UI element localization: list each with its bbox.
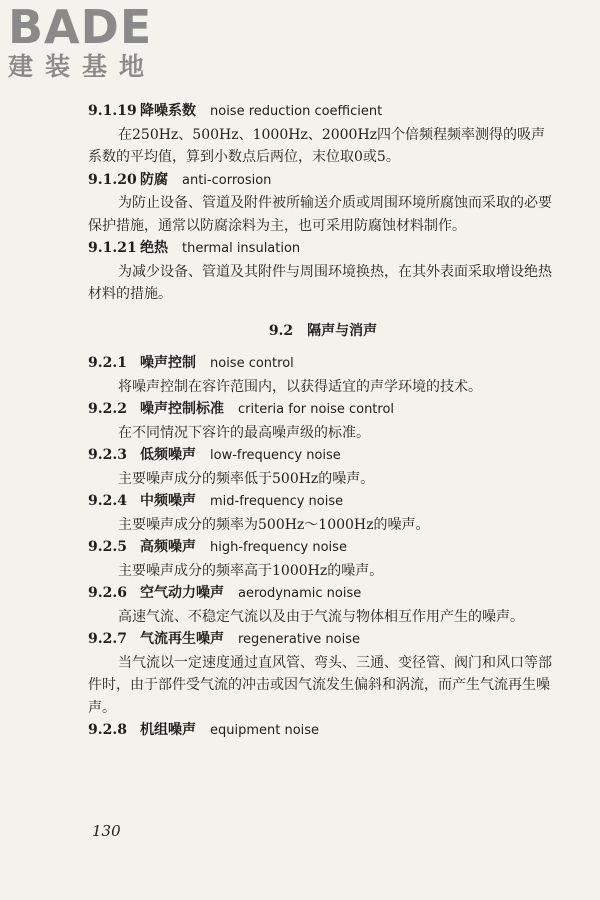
term-definition: 将噪声控制在容许范围内，以获得适宜的声学环境的技术。 — [118, 378, 482, 395]
page-content — [88, 100, 558, 743]
term-number: 9.2.4 — [88, 493, 127, 509]
term-english: regenerative noise — [238, 632, 360, 647]
section-title: 隔声与消声 — [307, 322, 378, 339]
term-english: noise control — [210, 356, 294, 371]
term-english: criteria for noise control — [238, 402, 395, 417]
term-number: 9.1.20 — [88, 171, 137, 188]
term-heading — [88, 237, 558, 261]
term-english: high-frequency noise — [210, 540, 347, 555]
term-number: 9.1.21 — [88, 240, 137, 256]
brand-logo — [8, 0, 178, 86]
term-definition: 主要噪声成分的频率为500Hz～1000Hz的噪声。 — [118, 516, 430, 533]
term-english: low-frequency noise — [210, 448, 341, 463]
section-number: 9.2 — [268, 322, 294, 339]
term-chinese: 中频噪声 — [140, 493, 196, 509]
term-number: 9.2.3 — [88, 447, 127, 463]
term-english: mid-frequency noise — [210, 494, 344, 509]
term-heading — [88, 398, 558, 422]
term-heading — [88, 536, 558, 560]
term-definition: 当气流以一定速度通过直风管、弯头、三通、变径管、阀门和风口等部件时，由于部件受气流的冲击或因气流发生偏斜和涡流，而产生气流再生噪声。 — [88, 654, 552, 716]
term-definition: 在不同情况下容许的最高噪声级的标准。 — [118, 424, 370, 441]
section-heading — [88, 320, 558, 343]
term-number: 9.2.2 — [88, 401, 127, 417]
term-heading — [88, 352, 558, 376]
term-heading — [88, 444, 558, 468]
term-chinese: 气流再生噪声 — [140, 631, 224, 647]
term-definition: 主要噪声成分的频率低于500Hz的噪声。 — [118, 470, 375, 487]
term-chinese: 噪声控制标准 — [140, 401, 224, 417]
term-english: equipment noise — [210, 723, 320, 738]
term-chinese: 低频噪声 — [140, 447, 196, 463]
term-heading — [88, 582, 558, 606]
term-chinese: 降噪系数 — [140, 103, 196, 119]
term-definition: 高速气流、不稳定气流以及由于气流与物体相互作用产生的噪声。 — [118, 608, 524, 625]
term-english: aerodynamic noise — [238, 586, 362, 601]
term-english: anti-corrosion — [182, 172, 272, 188]
term-chinese: 空气动力噪声 — [140, 585, 224, 601]
term-definition: 主要噪声成分的频率高于1000Hz的噪声。 — [118, 562, 384, 579]
term-definition: 在250Hz、500Hz、1000Hz、2000Hz四个倍频程频率测得的吸声系数的平均值，算到小数点后两位，末位取0或5。 — [88, 126, 546, 165]
term-heading — [88, 719, 558, 743]
term-definition: 为减少设备、管道及其附件与周围环境换热，在其外表面采取增设绝热材料的措施。 — [88, 263, 552, 302]
term-definition: 为防止设备、管道及附件被所输送介质或周围环境所腐蚀而采取的必要保护措施，通常以防腐涂料为主，也可采用防腐蚀材料制作。 — [88, 195, 552, 234]
term-english: thermal insulation — [182, 241, 301, 256]
term-number: 9.2.6 — [88, 585, 127, 601]
term-chinese: 噪声控制 — [140, 355, 196, 371]
term-heading — [88, 169, 558, 193]
term-heading — [88, 490, 558, 514]
term-chinese: 防腐 — [140, 171, 168, 188]
term-chinese: 机组噪声 — [140, 722, 196, 738]
term-number: 9.2.7 — [88, 631, 127, 647]
term-heading — [88, 100, 558, 124]
term-english: noise reduction coefficient — [210, 104, 383, 119]
term-number: 9.2.5 — [88, 539, 127, 555]
term-chinese: 高频噪声 — [140, 539, 196, 555]
term-heading — [88, 628, 558, 652]
page-number: 130 — [92, 822, 121, 840]
logo-brand-text: BADE — [8, 0, 153, 54]
term-number: 9.1.19 — [88, 103, 137, 119]
term-list-9-1 — [88, 100, 558, 306]
logo-subtitle: 建装基地 — [8, 52, 157, 81]
term-number: 9.2.8 — [88, 722, 127, 738]
term-number: 9.2.1 — [88, 355, 127, 371]
term-chinese: 绝热 — [140, 240, 168, 256]
term-list-9-2 — [88, 352, 558, 743]
